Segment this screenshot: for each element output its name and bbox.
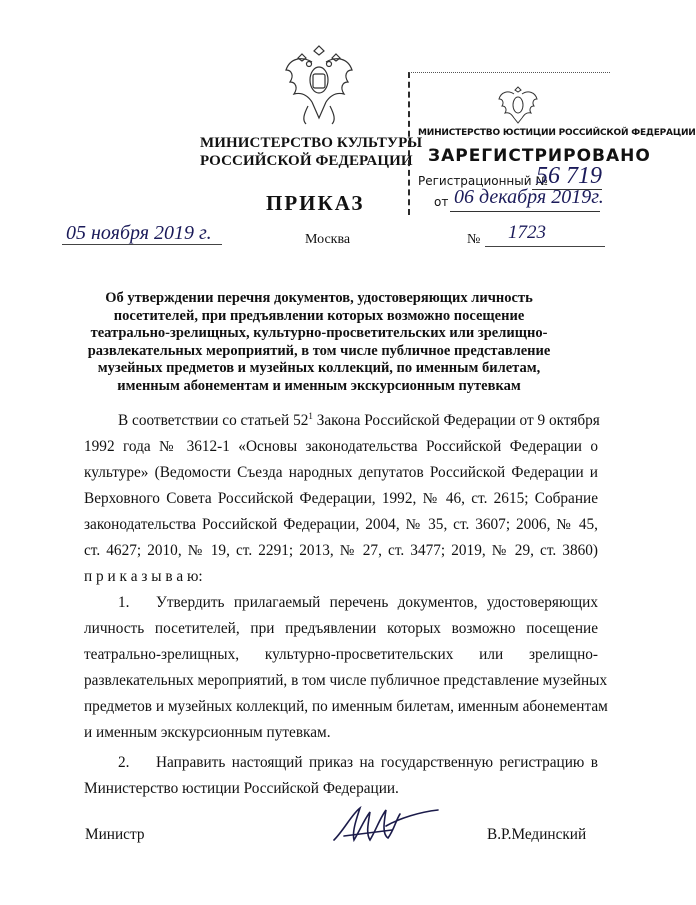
signer-name: В.Р.Мединский: [487, 826, 587, 843]
stamp-registered-text: ЗАРЕГИСТРИРОВАНО: [428, 146, 651, 166]
item-1-line: личность посетителей, при предъявлении которых возможно посещение: [84, 620, 598, 638]
order-body: [84, 403, 608, 802]
ministry-name: [200, 134, 430, 170]
item-2-line: 2. Направить настоящий приказ на государственную регистрацию в: [84, 750, 598, 776]
item-1-line: 1. Утвердить прилагаемый перечень документов, удостоверяющих: [84, 590, 598, 616]
order-number-label: №: [467, 232, 481, 247]
order-number: 1723: [508, 222, 546, 243]
item-2-line: Министерство юстиции Российской Федерации.: [84, 780, 399, 798]
item-2-number: 2.: [118, 754, 130, 772]
preamble-line: В соответствии со статьей $52^1$ Закона Российской Федерации от 9 октября: [118, 411, 600, 430]
stamp-registration-number: 56 719: [536, 163, 602, 189]
order-date: 05 ноября 2019 г.: [66, 222, 212, 244]
order-date-underline: [62, 244, 222, 245]
stamp-date-value: 06 декабря 2019г.: [454, 186, 604, 208]
subject-line: посетителей, при предъявлении которых возможно посещение: [113, 307, 525, 324]
preamble-line: культуре» (Ведомости Съезда народных депутатов Российской Федерации и: [84, 464, 598, 482]
preamble-line: ст. 4627; 2010, № 19, ст. 2291; 2013, № 27, ст. 3477; 2019, № 29, ст. 3860): [84, 542, 598, 560]
preamble-line: законодательства Российской Федерации, 2004, № 35, ст. 3607; 2006, № 45,: [84, 516, 598, 534]
document-type-title: ПРИКАЗ: [266, 191, 365, 215]
coat-of-arms-emblem: [282, 40, 356, 128]
superscript: 1: [308, 411, 313, 421]
subject-line: развлекательных мероприятий, в том числе публичное представление: [87, 342, 551, 359]
ministry-line-1: МИНИСТЕРСТВО КУЛЬТУРЫ: [200, 135, 423, 151]
signer-title: Министр: [85, 826, 145, 843]
order-place: Москва: [305, 232, 351, 247]
stamp-date-underline: [450, 211, 600, 212]
preamble-line: Верховного Совета Российской Федерации, 1992, № 46, ст. 2615; Собрание: [84, 490, 598, 508]
item-1-line: предметов и музейных коллекций, по именным билетам, именным абонементам: [84, 698, 608, 716]
item-1-number: 1.: [118, 594, 130, 612]
ministry-line-2: РОССИЙСКОЙ ФЕДЕРАЦИИ: [200, 153, 413, 169]
subject-line: музейных предметов и музейных коллекций, по именным билетам,: [97, 360, 541, 376]
stamp-emblem-icon: [497, 84, 539, 124]
item-1-line: развлекательных мероприятий, в том числе публичное представление музейных: [84, 672, 608, 690]
subject-line: именным абонементам и именным экскурсионным путевкам: [117, 377, 521, 394]
preamble-line: 1992 года № 3612-1 «Основы законодательства Российской Федерации о: [84, 438, 598, 456]
stamp-date-label: от: [434, 195, 449, 209]
item-1-line: театрально-зрелищных, культурно-просветительских или зрелищно-: [84, 646, 598, 664]
stamp-registration-label: Регистрационный №: [418, 174, 548, 188]
subject-line: театрально-зрелищных, культурно-просветительских или зрелищно-: [90, 325, 548, 341]
subject-line: Об утверждении перечня документов, удостоверяющих личность: [105, 290, 533, 306]
prikazyvayu-line: п р и к а з ы в а ю:: [84, 568, 203, 586]
stamp-ministry-text: МИНИСТЕРСТВО ЮСТИЦИИ РОССИЙСКОЙ ФЕДЕРАЦИИ: [418, 128, 696, 138]
handwritten-signature: [330, 800, 440, 850]
order-subject: [84, 290, 554, 395]
item-1-line: и именным экскурсионным путевкам.: [84, 724, 331, 742]
order-number-underline: [485, 246, 605, 247]
